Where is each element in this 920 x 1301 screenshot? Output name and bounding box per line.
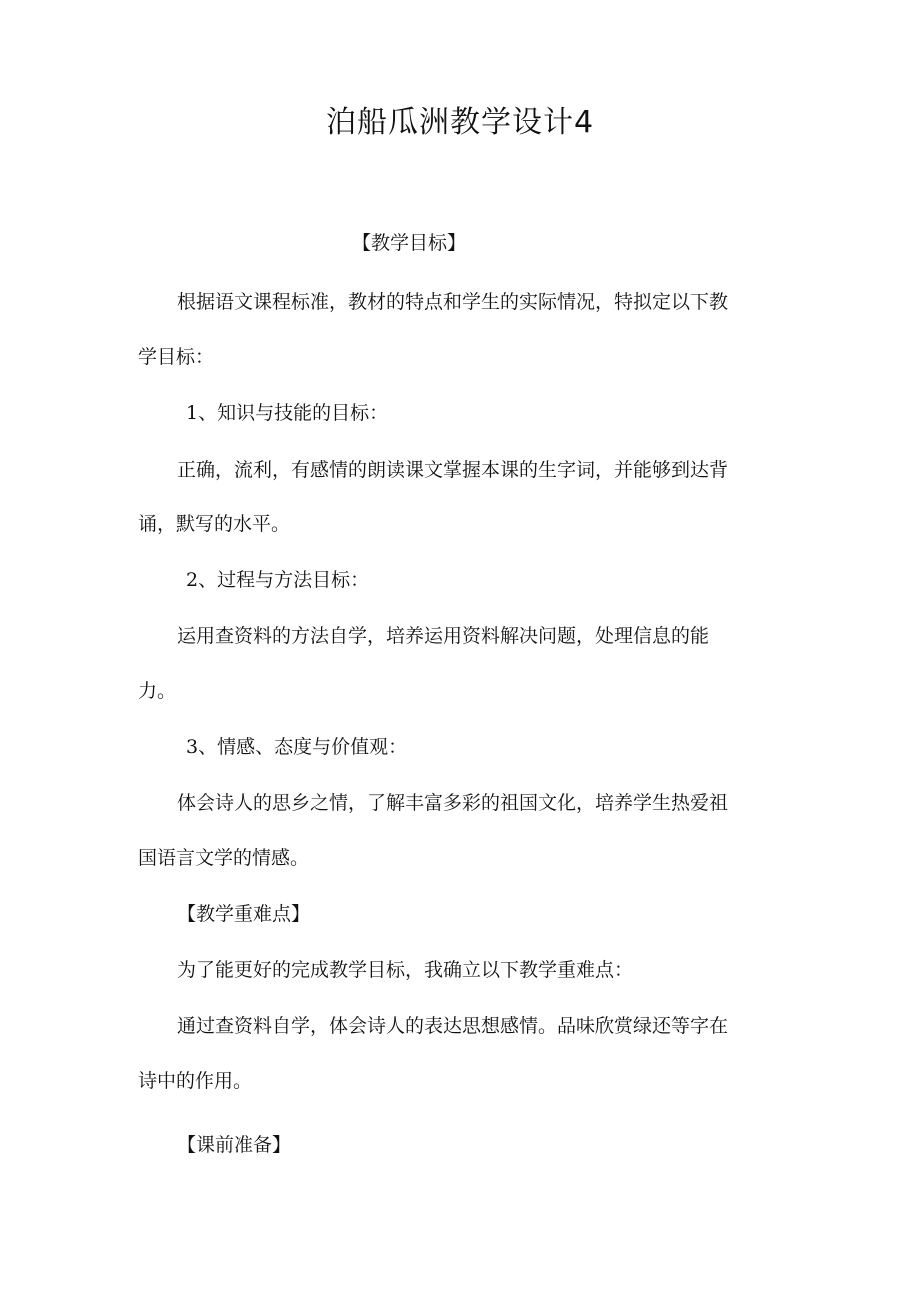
list-item-heading: 1、知识与技能的目标： [186,402,389,424]
paragraph-line: 国语言文学的情感。 [138,847,310,869]
document-title: 泊船瓜洲教学设计4 [325,105,595,140]
list-item-heading: 2、过程与方法目标： [186,569,370,591]
paragraph-line: 正确，流利，有感情的朗读课文掌握本课的生字词，并能够到达背 [177,459,729,481]
paragraph-line: 体会诗人的思乡之情，了解丰富多彩的祖国文化，培养学生热爱祖 [177,792,729,814]
paragraph-line: 力。 [138,680,177,702]
paragraph-line: 诵，默写的水平。 [138,513,291,535]
paragraph-line: 学目标： [138,346,215,368]
paragraph-line: 通过查资料自学，体会诗人的表达思想感情。品味欣赏绿还等字在 [177,1015,729,1037]
list-item-heading: 3、情感、态度与价值观： [186,736,408,758]
section-heading-key-points: 【教学重难点】 [177,903,311,925]
paragraph-line: 运用查资料的方法自学，培养运用资料解决问题，处理信息的能 [177,625,710,647]
section-heading-preparation: 【课前准备】 [177,1134,292,1156]
paragraph-line: 根据语文课程标准，教材的特点和学生的实际情况，特拟定以下教 [177,291,729,313]
paragraph-line: 为了能更好的完成教学目标，我确立以下教学重难点： [177,959,634,981]
section-heading-teaching-goals: 【教学目标】 [352,232,467,254]
paragraph-line: 诗中的作用。 [138,1070,253,1092]
